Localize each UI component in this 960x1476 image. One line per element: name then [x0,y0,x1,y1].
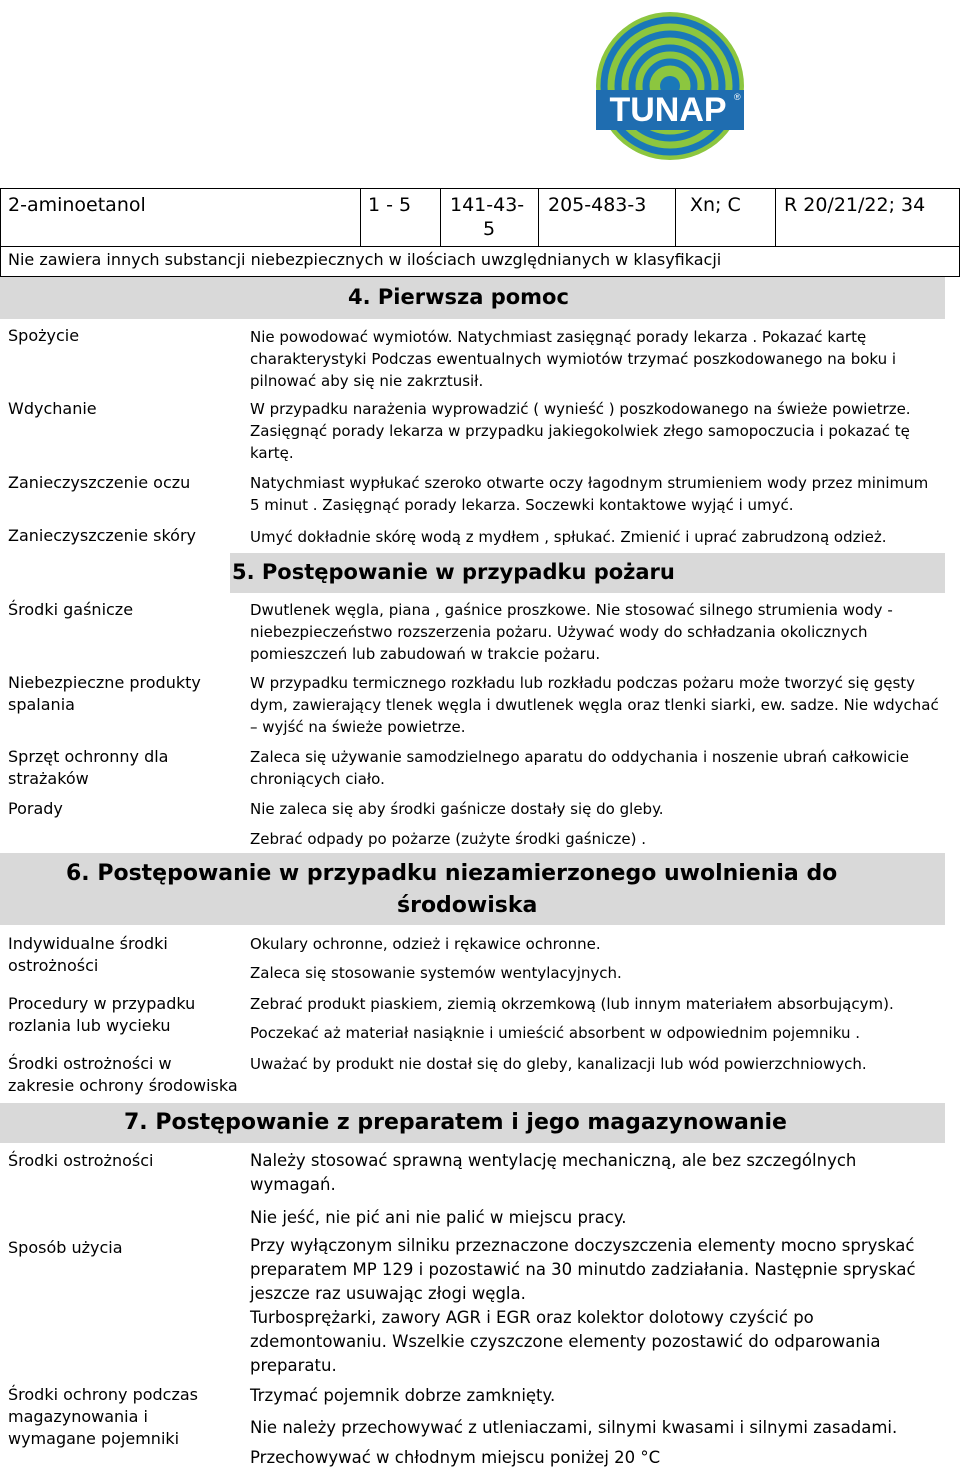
text-inhalation: W przypadku narażenia wyprowadzić ( wynieść ) poszkodowanego na świeże powietrze. Zasięgnąć porady lekarza w przypadku jakiegokolwiek złego samopoczucia i pokazać tę kartę. [250,400,911,462]
section-4-banner [0,277,945,319]
label-environmental-precautions: Środki ostrożności w zakresie ochrony środowiska [8,1054,238,1095]
text-eye-contact: Natychmiast wypłukać szeroko otwarte oczy łagodnym strumieniem wody przez minimum 5 minut . Zasięgnąć porady lekarza. Soczewki kontaktowe wyjąć i umyć. [250,474,929,514]
section-7-title: 7. Postępowanie z preparatem i jego magazynowanie [124,1110,787,1135]
label-advice: Porady [8,799,63,818]
substance-percent: 1 - 5 [368,194,412,216]
section-5-banner [230,553,945,593]
logo-text: TUNAP [609,91,727,129]
text-handling-precautions-2: Nie jeść, nie pić ani nie palić w miejscu pracy. [250,1208,627,1227]
section-7-banner [0,1103,945,1143]
section-5-title: 5. Postępowanie w przypadku pożaru [232,560,675,584]
text-storage-1: Trzymać pojemnik dobrze zamknięty. [250,1386,556,1405]
text-storage-3: Przechowywać w chłodnym miejscu poniżej 20 °C [250,1448,661,1467]
svg-text:®: ® [734,92,741,102]
text-skin-contact: Umyć dokładnie skórę wodą z mydłem , spłukać. Zmienić i uprać zabrudzoną odzież. [250,528,887,546]
label-usage: Sposób użycia [8,1238,123,1257]
text-spill-procedures-2: Poczekać aż materiał nasiąknie i umieścić absorbent w odpowiednim pojemniku . [250,1024,860,1042]
text-personal-precautions-1: Okulary ochronne, odzież i rękawice ochronne. [250,935,601,953]
label-skin-contact: Zanieczyszczenie skóry [8,526,197,545]
r-phrases: R 20/21/22; 34 [784,194,926,216]
label-firefighter-equipment: Sprzęt ochronny dla strażaków [8,747,169,788]
text-advice-1: Nie zaleca się aby środki gaśnicze dostały się do gleby. [250,800,664,818]
label-storage: Środki ochrony podczas magazynowania i wymagane pojemniki [8,1385,198,1448]
label-spill-procedures: Procedury w przypadku rozlania lub wycieku [8,994,196,1035]
composition-note: Nie zawiera innych substancji niebezpiecznych w ilościach uwzględnianych w klasyfikacji [8,250,722,269]
text-usage-2: Turbosprężarki, zawory AGR i EGR oraz kolektor dolotowy czyścić po zdemontowaniu. Wszelkie czyszczone elementy pozostawić do odparowania preparatu. [250,1308,881,1375]
text-spill-procedures-1: Zebrać produkt piaskiem, ziemią okrzemkową (lub innym materiałem absorbującym). [250,995,894,1013]
text-personal-precautions-2: Zaleca się stosowanie systemów wentylacyjnych. [250,964,622,982]
text-storage-2: Nie należy przechowywać z utleniaczami, silnymi kwasami i silnymi zasadami. [250,1418,898,1437]
label-eye-contact: Zanieczyszczenie oczu [8,473,191,492]
substance-name: 2-aminoetanol [8,194,146,216]
label-handling-precautions: Środki ostrożności [8,1151,154,1170]
text-firefighter-equipment: Zaleca się używanie samodzielnego aparatu do oddychania i noszenie ubrań całkowicie chroniących ciało. [250,748,909,788]
tunap-logo [594,10,746,162]
section-4-title: 4. Pierwsza pomoc [348,285,569,309]
section-6-title-line1: 6. Postępowanie w przypadku niezamierzonego uwolnienia do [66,861,838,886]
hazard-symbol: Xn; C [690,194,741,216]
text-extinguishing: Dwutlenek węgla, piana , gaśnice proszkowe. Nie stosować silnego strumienia wody - niebezpieczeństwo rozszerzenia pożaru. Używać wody do schładzania okolicznych pomieszczeń lub zabudowań w trakcie pożaru. [250,601,893,663]
section-6-banner [0,853,945,925]
cas-number: 141-43- [450,194,525,216]
ec-number: 205-483-3 [548,194,647,216]
label-personal-precautions: Indywidualne środki ostrożności [8,934,168,975]
text-usage-1: Przy wyłączonym silniku przeznaczone doczyszczenia elementy mocno spryskać preparatem MP 129 i pozostawić na 30 minutdo zadziałania. Następnie spryskać jeszcze raz usuwając złogi węgla. [250,1236,916,1303]
label-extinguishing: Środki gaśnicze [8,600,134,619]
text-ingestion: Nie powodować wymiotów. Natychmiast zasięgnąć porady lekarza . Pokazać kartę charakterystyki Podczas ewentualnych wymiotów trzymać poszkodowanego na boku i pilnować aby się nie zakrztusił. [250,328,897,390]
text-combustion-products: W przypadku termicznego rozkładu lub rozkładu podczas pożaru może tworzyć się gęsty dym, zawierający tlenek węgla i dwutlenek węgla oraz tlenki siarki, ew. sadze. Nie wdychać – wyjść na świeże powietrze. [250,674,939,736]
text-environmental-precautions: Uważać by produkt nie dostał się do gleby, kanalizacji lub wód powierzchniowych. [250,1055,867,1073]
text-advice-2: Zebrać odpady po pożarze (zużyte środki gaśnicze) . [250,830,647,848]
cas-number-cont: 5 [483,218,496,240]
section-6-title-line2: środowiska [397,893,538,918]
label-inhalation: Wdychanie [8,399,97,418]
label-ingestion: Spożycie [8,326,80,345]
label-combustion-products: Niebezpieczne produkty spalania [8,673,201,714]
text-handling-precautions-1: Należy stosować sprawną wentylację mechaniczną, ale bez szczególnych wymagań. [250,1151,857,1194]
